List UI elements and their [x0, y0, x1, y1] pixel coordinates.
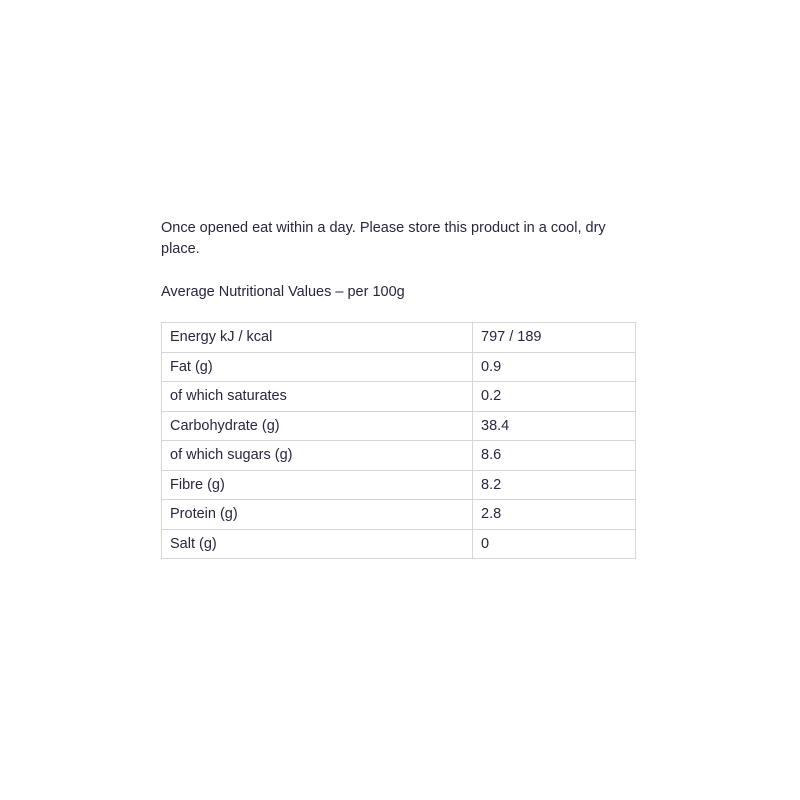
nutrient-label: Fibre (g) [162, 470, 473, 500]
nutrient-value: 8.2 [473, 470, 636, 500]
nutrient-value: 2.8 [473, 500, 636, 530]
nutrient-value: 797 / 189 [473, 323, 636, 353]
product-info [161, 218, 636, 559]
nutrition-table [161, 322, 636, 559]
nutrient-label: Protein (g) [162, 500, 473, 530]
nutrient-label: Energy kJ / kcal [162, 323, 473, 353]
table-row [162, 323, 636, 353]
nutrient-value: 0 [473, 529, 636, 559]
table-row [162, 382, 636, 412]
nutrient-label: of which sugars (g) [162, 441, 473, 471]
nutrient-label: Fat (g) [162, 352, 473, 382]
nutrient-value: 38.4 [473, 411, 636, 441]
table-row [162, 470, 636, 500]
nutrient-value: 8.6 [473, 441, 636, 471]
nutrient-label: Carbohydrate (g) [162, 411, 473, 441]
storage-instructions: Once opened eat within a day. Please store this product in a cool, dry place. [161, 220, 606, 257]
nutrient-label: Salt (g) [162, 529, 473, 559]
table-row [162, 352, 636, 382]
nutrient-label: of which saturates [162, 382, 473, 412]
table-row [162, 500, 636, 530]
table-row [162, 411, 636, 441]
table-row [162, 529, 636, 559]
nutrient-value: 0.2 [473, 382, 636, 412]
nutrition-heading: Average Nutritional Values – per 100g [161, 284, 405, 300]
nutrient-value: 0.9 [473, 352, 636, 382]
table-row [162, 441, 636, 471]
